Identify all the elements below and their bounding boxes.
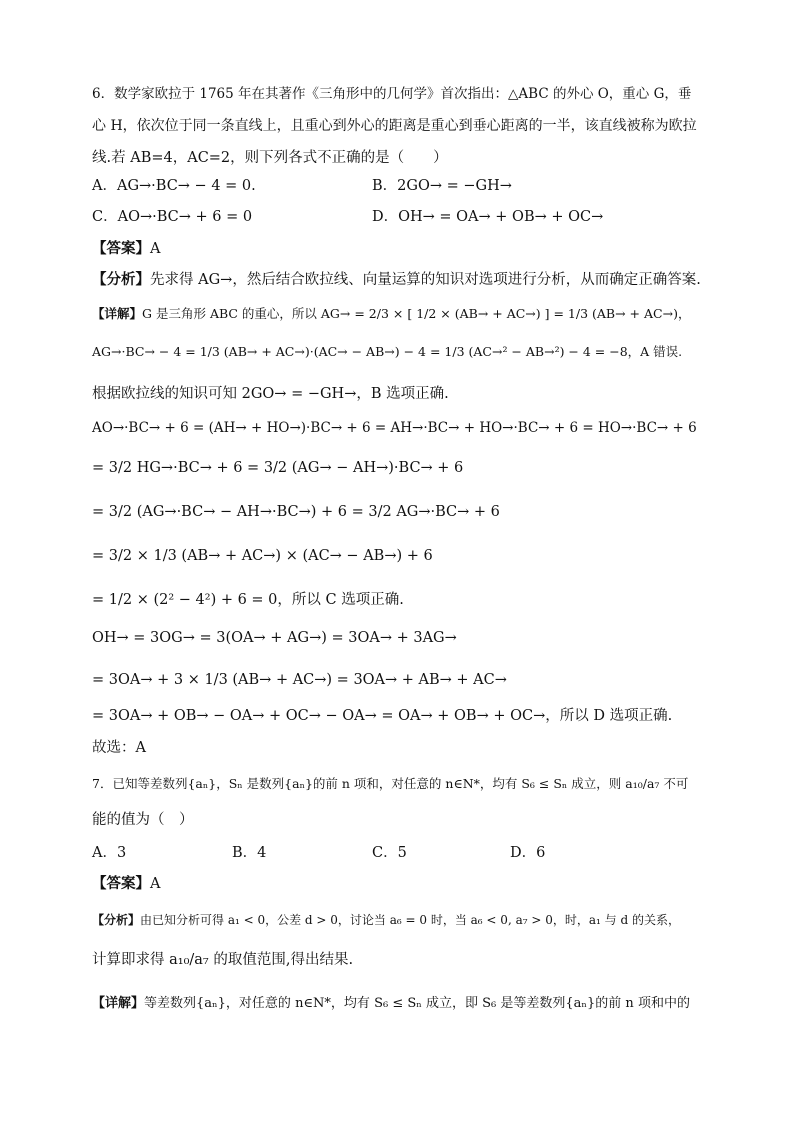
q7-answer <box>92 874 702 894</box>
q6-detail-line-2: AG→·BC→ − 4 = 1/3 (AB→ + AC→)·(AC→ − AB→) − 4 = 1/3 (AC→² − AB→²) − 4 = −8，A 错误. <box>92 344 683 359</box>
q6-detail-line-6: = 3/2 (AG→·BC→ − AH→·BC→) + 6 = 3/2 AG→·BC→ + 6 <box>92 504 500 520</box>
q6-detail-line-4: AO→·BC→ + 6 = (AH→ + HO→)·BC→ + 6 = AH→·BC→ + HO→·BC→ + 6 = HO→·BC→ + 6 <box>92 420 697 436</box>
q6-detail-line-5: = 3/2 HG→·BC→ + 6 = 3/2 (AG→ − AH→)·BC→ + 6 <box>92 460 464 476</box>
q6-detail-line-8: = 1/2 × (2² − 4²) + 6 = 0，所以 C 选项正确. <box>92 592 404 608</box>
q6-detail-text-1: G 是三角形 ABC 的重心，所以 AG→ = 2/3 × [ 1/2 × (AB→ + AC→) ] = 1/3 (AB→ + AC→)， <box>142 306 691 321</box>
q7-answer-tag: 【答案】 <box>92 876 150 892</box>
q7-stem-line-1: 7．已知等差数列{aₙ}，Sₙ 是数列{aₙ}的前 n 项和，对任意的 n∈N*，均有 S₆ ≤ Sₙ 成立，则 a₁₀/a₇ 不可 <box>92 776 689 791</box>
q7-analysis-line-2: 计算即求得 a₁₀/a₇ 的取值范围,得出结果. <box>92 952 354 968</box>
q7-answer-value: A <box>150 876 161 892</box>
q6-answer-value: A <box>150 241 161 257</box>
q6-analysis <box>92 270 702 290</box>
q6-detail-line-9: OH→ = 3OG→ = 3(OA→ + AG→) = 3OA→ + 3AG→ <box>92 630 457 646</box>
q6-option-c: C．AO→·BC→ + 6 = 0 <box>92 209 253 225</box>
q7-detail-line-1 <box>92 994 702 1014</box>
q6-answer <box>92 239 702 259</box>
q6-detail-line-3: 根据欧拉线的知识可知 2GO→ = −GH→，B 选项正确. <box>92 386 449 402</box>
q7-option-a: A．3 <box>92 845 127 861</box>
q6-stem-line-3: 线.若 AB=4，AC=2，则下列各式不正确的是（ ） <box>92 150 448 166</box>
q7-option-d: D．6 <box>510 845 546 861</box>
q6-detail-tag: 【详解】 <box>92 306 143 321</box>
q6-option-a: A．AG→·BC→ − 4 = 0. <box>92 178 256 194</box>
q6-detail-line-11: = 3OA→ + OB→ − OA→ + OC→ − OA→ = OA→ + OB→ + OC→，所以 D 选项正确. <box>92 708 673 724</box>
q7-analysis-tag: 【分析】 <box>92 913 141 927</box>
q6-detail-line-7: = 3/2 × 1/3 (AB→ + AC→) × (AC→ − AB→) + 6 <box>92 548 433 564</box>
q6-answer-tag: 【答案】 <box>92 241 150 257</box>
q6-detail-line-1 <box>92 304 702 324</box>
q6-stem-line-2: 心 H，依次位于同一条直线上，且重心到外心的距离是重心到垂心距离的一半，该直线被称为欧拉 <box>92 118 697 134</box>
q6-option-b: B．2GO→ = −GH→ <box>372 178 512 194</box>
q6-choice: 故选：A <box>92 740 146 756</box>
q7-detail-text: 等差数列{aₙ}，对任意的 n∈N*，均有 S₆ ≤ Sₙ 成立，即 S₆ 是等差数列{aₙ}的前 n 项和中的 <box>144 996 690 1011</box>
q6-analysis-tag: 【分析】 <box>92 272 150 288</box>
q7-option-b: B．4 <box>232 845 267 861</box>
q7-analysis-text-1: 由已知分析可得 a₁ < 0，公差 d > 0，讨论当 a₆ = 0 时，当 a₆ < 0, a₇ > 0，时，a₁ 与 d 的关系， <box>140 913 680 927</box>
q6-stem-line-1: 6．数学家欧拉于 1765 年在其著作《三角形中的几何学》首次指出：△ABC 的外心 O，重心 G，垂 <box>92 86 692 102</box>
q7-stem-line-2: 能的值为（ ） <box>92 812 194 828</box>
q6-analysis-text: 先求得 AG→，然后结合欧拉线、向量运算的知识对选项进行分析，从而确定正确答案. <box>150 272 701 288</box>
q6-detail-line-10: = 3OA→ + 3 × 1/3 (AB→ + AC→) = 3OA→ + AB→ + AC→ <box>92 672 507 688</box>
q6-option-d: D．OH→ = OA→ + OB→ + OC→ <box>372 209 604 225</box>
q7-detail-tag: 【详解】 <box>92 996 145 1011</box>
q7-analysis-line-1 <box>92 910 702 930</box>
q7-option-c: C．5 <box>372 845 407 861</box>
